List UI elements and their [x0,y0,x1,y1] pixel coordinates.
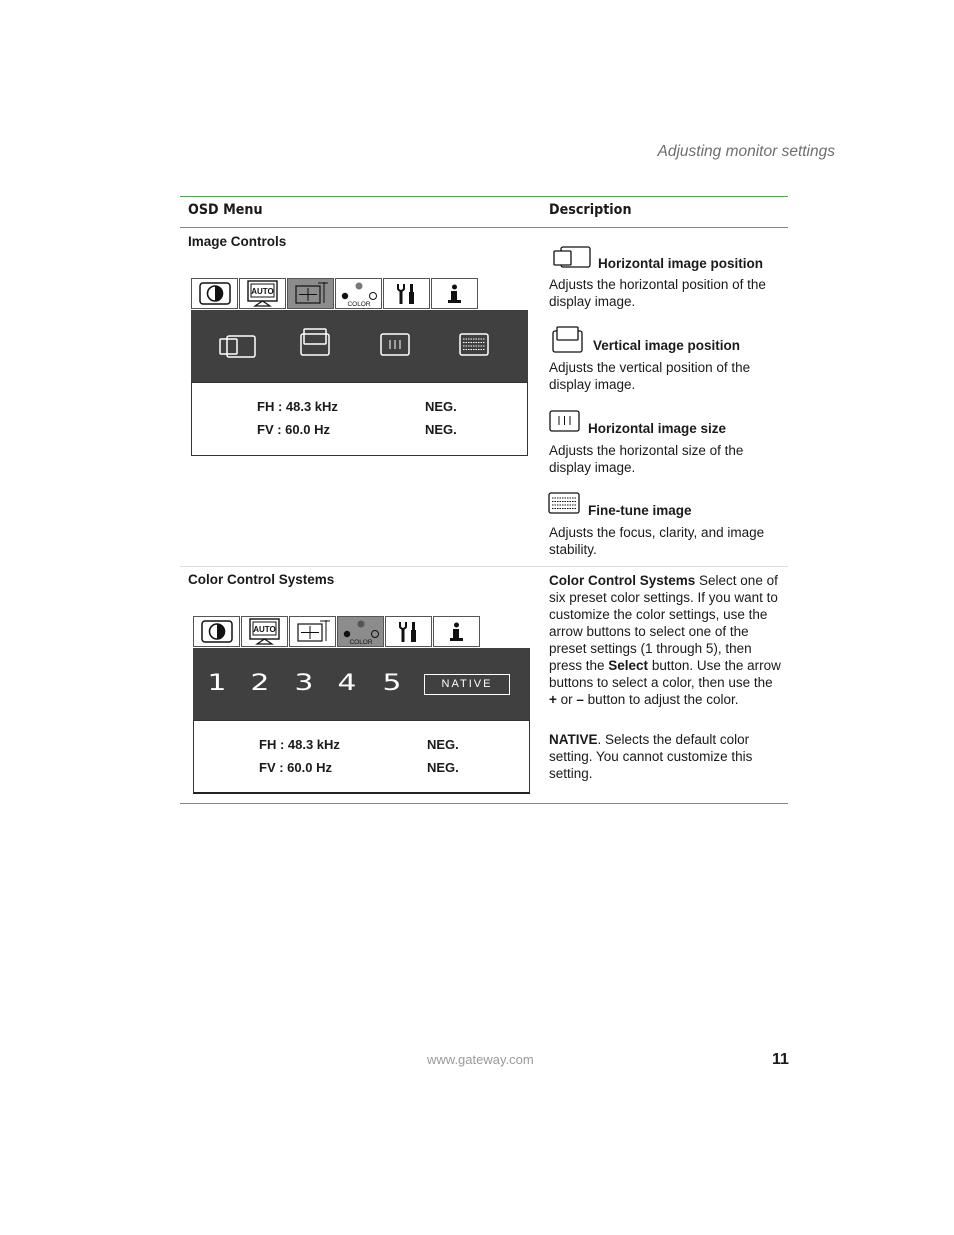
running-head: Adjusting monitor settings [657,143,835,160]
tab-tools[interactable] [383,278,430,309]
auto-label: AUTO [251,287,274,296]
row-divider [180,566,788,567]
osd-image-submenu-panel [191,310,528,382]
image-adjust-icon [288,279,333,308]
fine-tune-icon [548,492,582,516]
color-label: COLOR [347,301,371,308]
select-button-label: Select [608,658,649,673]
tab-auto-adjust[interactable] [239,278,286,309]
tab-image-controls[interactable] [289,616,336,647]
information-icon [432,279,477,308]
vertical-position-title: Vertical image position [593,338,741,353]
vertical-position-text: Adjusts the vertical position of the display image. [549,360,751,392]
color-preset-native[interactable]: NATIVE [424,674,510,695]
color-preset-4[interactable]: 4 [337,671,357,696]
color-controls-text-or: or [556,692,577,707]
horizontal-size-icon[interactable] [377,330,413,360]
fine-tune-title: Fine-tune image [588,503,692,518]
horizontal-position-icon[interactable] [217,330,259,362]
tab-tools[interactable] [385,616,432,647]
horizontal-size-text: Adjusts the horizontal size of the display image. [549,443,744,475]
color-dots-icon [336,279,381,308]
osd-timing-info [193,720,530,794]
osd-color-controls-screen [193,616,530,794]
fh-frequency: FH : 48.3 kHz [259,737,340,752]
tab-color[interactable] [335,278,382,309]
color-controls-description [549,572,781,708]
horizontal-size-title: Horizontal image size [588,421,727,436]
contrast-icon [192,279,237,308]
table-header-rule [180,227,788,228]
auto-monitor-icon [240,279,285,308]
horizontal-position-text: Adjusts the horizontal position of the display image. [549,277,766,309]
information-icon [434,617,479,646]
fine-tune-icon[interactable] [456,330,492,360]
vertical-position-icon[interactable] [297,326,333,362]
footer-url: www.gateway.com [427,1052,534,1067]
color-preset-2[interactable]: 2 [250,671,270,696]
table-bottom-rule [180,803,788,804]
color-preset-1[interactable]: 1 [207,671,227,696]
auto-label: AUTO [253,625,276,634]
tab-brightness-contrast[interactable] [193,616,240,647]
auto-monitor-icon [242,617,287,646]
vertical-position-icon [552,326,584,354]
color-preset-5[interactable]: 5 [382,671,402,696]
osd-color-submenu-panel [193,648,530,720]
table-top-rule [180,196,788,197]
fv-frequency: FV : 60.0 Hz [257,422,330,437]
column-header-description: Description [549,202,632,218]
native-lead: NATIVE [549,732,598,747]
native-text: . Selects the default color setting. You cannot customize this setting. [549,732,753,781]
color-controls-title: Color Control Systems [188,572,335,587]
column-header-osd-menu: OSD Menu [188,202,263,218]
image-adjust-icon [290,617,335,646]
fv-polarity: NEG. [427,760,459,775]
color-controls-text-3: button to adjust the color. [583,692,739,707]
fv-polarity: NEG. [425,422,457,437]
color-controls-text-1: Select one of six preset color settings. If you want to customize the color settings, use the arrow buttons to select one of the preset settings (1 through 5), then press the [549,573,778,673]
color-preset-3[interactable]: 3 [294,671,314,696]
fine-tune-text: Adjusts the focus, clarity, and image stability. [549,525,765,557]
horizontal-position-title: Horizontal image position [598,256,764,271]
tab-color[interactable] [337,616,384,647]
osd-timing-info [191,382,528,456]
fh-polarity: NEG. [427,737,459,752]
fh-frequency: FH : 48.3 kHz [257,399,338,414]
color-dots-icon [338,617,383,646]
tools-icon [384,279,429,308]
horizontal-size-icon [549,410,581,434]
horizontal-position-icon [552,246,592,270]
page-number: 11 [772,1051,789,1068]
tab-information[interactable] [433,616,480,647]
image-controls-title: Image Controls [188,234,287,249]
contrast-icon [194,617,239,646]
tab-image-controls[interactable] [287,278,334,309]
color-controls-lead: Color Control Systems [549,573,696,588]
minus-button-label: – [576,692,584,707]
native-description [549,731,781,782]
tab-auto-adjust[interactable] [241,616,288,647]
color-controls-text-2: button. Use the arrow buttons to select a color, then use the [549,658,781,690]
tools-icon [386,617,431,646]
color-label: COLOR [349,639,373,646]
tab-information[interactable] [431,278,478,309]
fv-frequency: FV : 60.0 Hz [259,760,332,775]
tab-brightness-contrast[interactable] [191,278,238,309]
fh-polarity: NEG. [425,399,457,414]
plus-button-label: + [549,692,557,707]
osd-image-controls-screen [191,278,528,456]
